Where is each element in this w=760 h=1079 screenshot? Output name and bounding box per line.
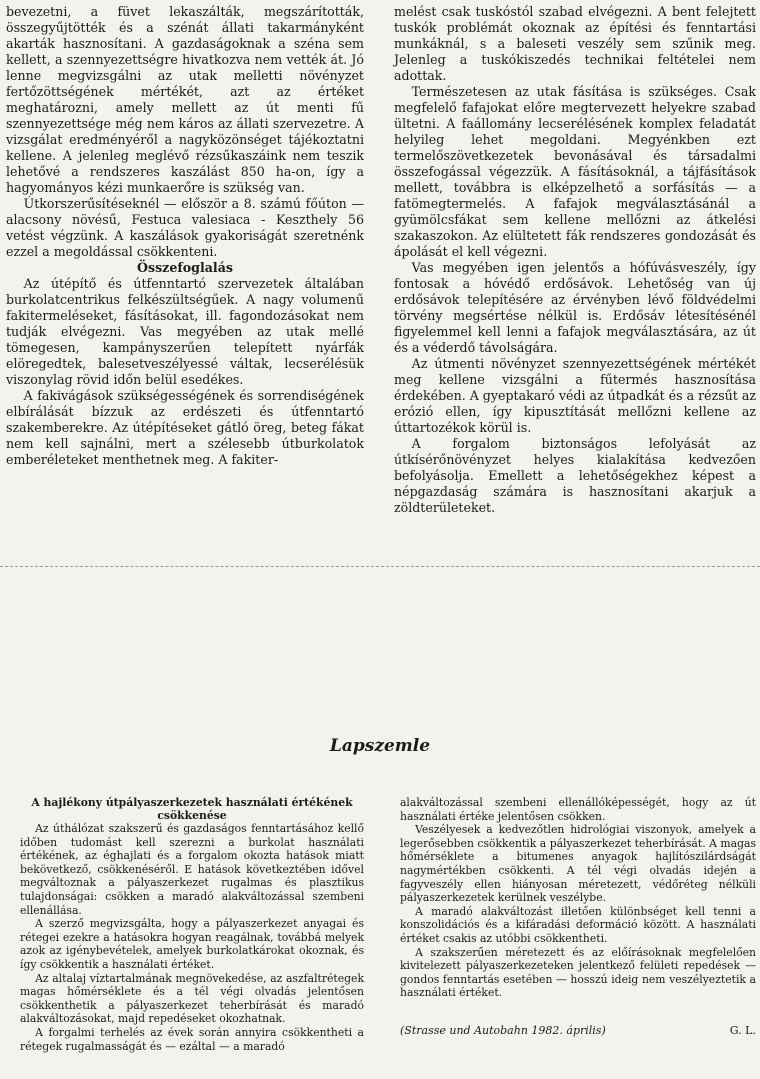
- source-citation: (Strasse und Autobahn 1982. április): [400, 1024, 606, 1037]
- paragraph: Az útmenti növényzet szennyezettségének mértékét meg kellene vizsgálni a fűtermés hasznosítása érdekében. A gyeptakaró védi az útpadkát és a rézsűt az erózió ellen, így kipusztítását mellőzni kellene az úttartozékok körül is.: [394, 356, 756, 435]
- article-title: A hajlékony útpályaszerkezetek használati értékének csökkenése: [31, 796, 353, 822]
- article-right-column: [400, 796, 756, 1000]
- paragraph: Veszélyesek a kedvezőtlen hidrológiai viszonyok, amelyek a legerősebben csökkentik a pályaszerkezet teherbírását. A magas hőmérséklete a bitumenes anyagok hajlítószilárdságát nagymértékben csökkenti. A tél végi olvadás idején a fagyveszély ellen hiányosan méretezett, védőréteg nélküli pályaszerkezetek kerülnek veszélybe.: [400, 823, 756, 905]
- paragraph: Természetesen az utak fásítása is szükséges. Csak megfelelő fafajokat előre megtervezett helyekre szabad ültetni. A faállomány lecserélésének komplex feladatát helyileg lehet megoldani. Megyénkben ezt termelőszövetkezetek bevonásával és társadalmi összefogással végezzük. A fásításoknál, a tájfásítások mellett, továbbra is elképzelhető a sorfásítás — a fatömegtermelés. A fafajok megválasztásánál a gyümölcsfákat sem kellene mellőzni az átkelési szakaszokon. Az elültetett fák rendszeres gondozását és ápolását el kell végezni.: [394, 84, 756, 259]
- paragraph: Az útépítő és útfenntartó szervezetek általában burkolatcentrikus felkészültségűek. A nagy volumenű fakitermeléseket, fásításokat, ill. fagondozásokat nem tudják elvégezni. Vas megyében az utak mellé tömegesen, kampányszerűen telepített nyárfák elöregedtek, balesetveszélyessé váltak, lecserélésük viszonylag rövid időn belül esedékes.: [6, 276, 364, 387]
- paragraph: A forgalmi terhelés az évek során annyira csökkentheti a rétegek rugalmasságát és — ezáltal — a maradó: [20, 1025, 364, 1053]
- top-left-column: [6, 4, 364, 468]
- paragraph: Vas megyében igen jelentős a hófúvásveszély, így fontosak a hóvédő erdősávok. Lehetőség van új erdősávok telepítésére az érvényben lévő földvédelmi törvény megsértése nélkül is. Erdősáv létesítésénél figyelemmel kell lenni a fafajok megválasztására, az út és a véderdő távolságára.: [394, 260, 756, 355]
- article-left-column: [20, 796, 364, 1053]
- paragraph: Útkorszerűsítéseknél — először a 8. számú főúton — alacsony növésű, Festuca valesiaca - Keszthely 56 vetést végzünk. A kaszálások gyakoriságát szeretnénk ezzel a megoldással csökkenteni.: [6, 196, 364, 259]
- paragraph: alakváltozással szembeni ellenállóképességét, hogy az út használati értéke jelentősen csökken.: [400, 796, 756, 823]
- paragraph: A szakszerűen méretezett és az előírásoknak megfelelően kivitelezett pályaszerkezeteken jelentkező felületi repedések — gondos fenntartás esetében — hosszú ideig nem veszélyeztetik a használati értéket.: [400, 945, 756, 1000]
- top-right-column: [394, 4, 756, 516]
- section-title: Összefoglalás: [137, 260, 233, 275]
- paragraph: bevezetni, a füvet lekaszálták, megszárították, összegyűjtötték és a szénát állati takarmányként akarták hasznosítani. A gazdaságoknak a széna sem kellett, a szennyezettségre hivatkozva nem vették át. Jó lenne megvizsgálni az utak melletti növényzet fertőzöttségének mértékét, azt az értéket meghatározni, amely mellett az út menti fű szennyezettsége még nem káros az állati szervezetre. A vizsgálat eredményéről a nagyközönséget tájékoztatni kellene. A jelenleg meglévő rézsűkaszáink nem teszik lehetővé a rendszeres kaszálást 850 ha-on, így a hagyományos kézi munkaerőre is szükség van.: [6, 4, 364, 195]
- paragraph: A maradó alakváltozást illetően különbséget kell tenni a konszolidációs és a kifáradási deformáció között. A használati értéket csakis az utóbbi csökkentheti.: [400, 904, 756, 945]
- paragraph: melést csak tuskóstól szabad elvégezni. A bent felejtett tuskók problémát okoznak az építési és fenntartási munkáknál, s a baleseti veszély sem szűnik meg. Jelenleg a tuskókiszedés technikai feltételei nem adottak.: [394, 4, 756, 83]
- section-divider: [0, 566, 760, 567]
- paragraph: Az úthálózat szakszerű és gazdaságos fenntartásához kellő időben tudomást kell szerezni a burkolat használati értékének, az éghajlati és a forgalom okozta hatások miatt bekövetkező, csökkenéséről. E hatások következtében idővel megváltoznak a pályaszerkezet rugalmas és plasztikus tulajdonságai: csökken a maradó alakváltozással szembeni ellenállása.: [20, 822, 364, 917]
- paragraph: A fakivágások szükségességének és sorrendiségének elbírálását bízzuk az erdészeti és útfenntartó szakemberekre. Az útépítéseket gátló öreg, beteg fákat nem kell sajnálni, mert a szélesebb útburkolatok emberéleteket menthetnek meg. A fakiter-: [6, 388, 364, 467]
- article-source: [400, 1024, 756, 1037]
- paragraph: A forgalom biztonságos lefolyását az útkísérőnövényzet helyes kialakítása kedvezően befolyásolja. Emellett a lehetőségekhez képest a népgazdaság számára is hasznosítani akarjuk a zöldterületeket.: [394, 436, 756, 515]
- author-signature: G. L.: [729, 1024, 756, 1037]
- paragraph: Az altalaj víztartalmának megnövekedése, az aszfaltrétegek magas hőmérséklete és a tél végi olvadás jelentősen csökkenthetik a pályaszerkezet teherbírását és maradó alakváltozásokat, majd repedéseket okozhatnak.: [20, 971, 364, 1026]
- paragraph: A szerző megvizsgálta, hogy a pályaszerkezet anyagai és rétegei ezekre a hatásokra hogyan reagálnak, továbbá melyek azok az igénybevételek, amelyek burkolatkárokat okoznak, és így csökkentik a használati értéket.: [20, 917, 364, 971]
- review-heading: Lapszemle: [329, 736, 431, 756]
